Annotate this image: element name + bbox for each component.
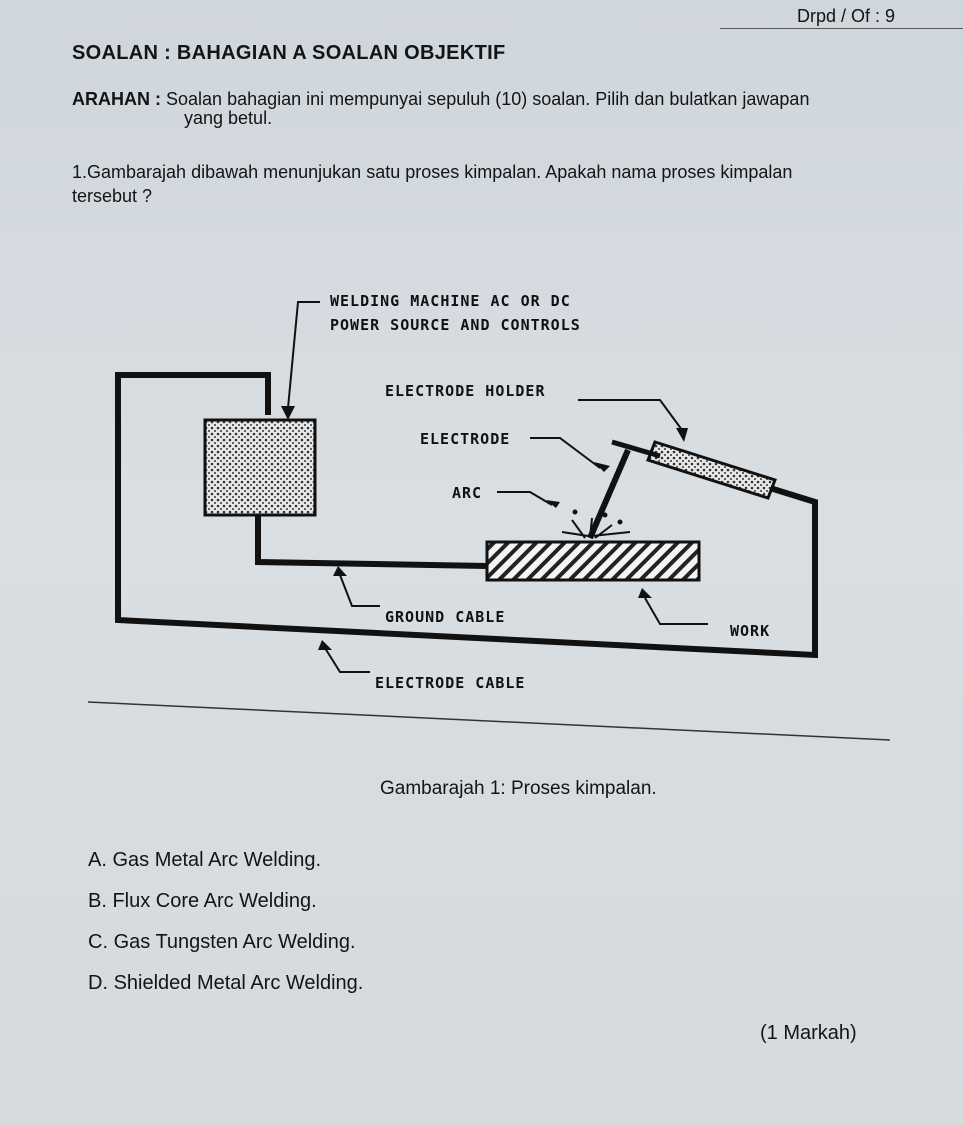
option-letter: D. <box>88 972 108 994</box>
header-rule <box>720 28 963 29</box>
welding-machine-box <box>205 420 315 515</box>
label-electrode: ELECTRODE <box>420 430 511 448</box>
electrode-holder <box>612 442 775 498</box>
option-text: Flux Core Arc Welding. <box>112 890 317 912</box>
page-code: Drpd / Of : 9 <box>797 6 896 26</box>
option-c[interactable] <box>88 922 363 963</box>
label-electrode-holder: ELECTRODE HOLDER <box>385 382 546 400</box>
diagram-rule <box>88 702 890 740</box>
label-arc: ARC <box>452 484 483 502</box>
option-a[interactable] <box>88 840 363 881</box>
work-piece <box>487 542 699 580</box>
instruction-continuation: yang betul. <box>184 108 273 128</box>
label-work: WORK <box>730 622 771 640</box>
label-electrode-cable: ELECTRODE CABLE <box>375 674 526 692</box>
option-letter: B. <box>88 890 107 912</box>
instruction-text: Soalan bahagian ini mempunyai sepuluh (10) soalan. Pilih dan bulatkan jawapan <box>166 89 810 109</box>
option-letter: A. <box>88 849 107 871</box>
figure-caption: Gambarajah 1: Proses kimpalan. <box>380 778 657 799</box>
option-d[interactable] <box>88 963 363 1004</box>
question-1 <box>72 160 832 208</box>
welding-diagram <box>0 270 963 760</box>
label-machine-line2: POWER SOURCE AND CONTROLS <box>330 316 581 334</box>
section-title: SOALAN : BAHAGIAN A SOALAN OBJEKTIF <box>72 42 506 64</box>
question-text: Gambarajah dibawah menunjukan satu proses kimpalan. Apakah nama proses kimpalan tersebut ? <box>72 162 793 206</box>
answer-options <box>88 840 363 1004</box>
instruction <box>72 88 932 110</box>
instruction-label: ARAHAN : <box>72 89 161 109</box>
marks: (1 Markah) <box>760 1022 857 1044</box>
option-text: Shielded Metal Arc Welding. <box>113 972 364 994</box>
option-letter: C. <box>88 931 108 953</box>
option-text: Gas Tungsten Arc Welding. <box>113 931 356 953</box>
option-b[interactable] <box>88 881 363 922</box>
question-number: 1. <box>72 162 88 182</box>
option-text: Gas Metal Arc Welding. <box>112 849 322 871</box>
label-machine-line1: WELDING MACHINE AC OR DC <box>330 292 571 310</box>
label-ground-cable: GROUND CABLE <box>385 608 506 626</box>
